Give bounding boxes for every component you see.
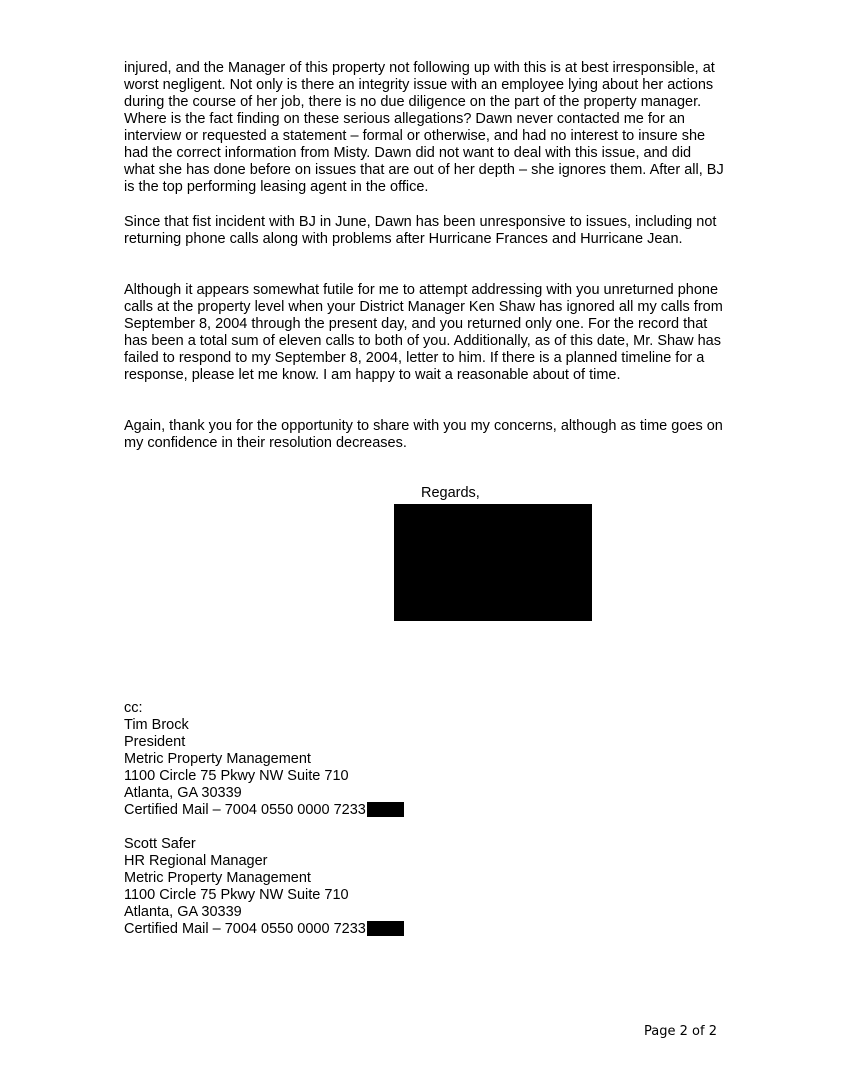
paragraph-unresponsive: Since that fist incident with BJ in June, Dawn has been unresponsive to issues, including not returning phone calls along with problems after Hurricane Frances and Hurricane Jean.: [124, 214, 717, 247]
cc-recipient-company: Metric Property Management: [124, 751, 311, 767]
cc-label: cc:: [124, 700, 143, 716]
cc-recipient-title: President: [124, 734, 186, 750]
paragraph-unreturned-calls: Although it appears somewhat futile for me to attempt addressing with you unreturned phone calls at the property level when your District Manager Ken Shaw has ignored all my calls from September 8, 2004 through the present day, and you returned only one. For the record that has been a total sum of eleven calls to both of you. Additionally, as of this date, Mr. Shaw has failed to respond to my September 8, 2004, letter to him. If there is a planned timeline for a response, please let me know. I am happy to wait a reasonable about of time.: [124, 282, 723, 383]
mail-number-redaction: [367, 921, 404, 936]
cc-recipient-company: Metric Property Management: [124, 870, 311, 886]
paragraph-closing-thanks: Again, thank you for the opportunity to share with you my concerns, although as time goes on my confidence in their resolution decreases.: [124, 418, 723, 451]
paragraph-integrity-issue: injured, and the Manager of this property not following up with this is at best irresponsible, at worst negligent. Not only is there an integrity issue with an employee lying about her actions during the course of her job, there is no due diligence on the part of the property manager. Where is the fact finding on these serious allegations? Dawn never contacted me for an interview or requested a statement – formal or otherwise, and had no interest to insure she had the correct information from Misty. Dawn did not want to deal with this issue, and did what she has done before on issues that are out of her depth – she ignores them. After all, BJ is the top performing leasing agent in the office.: [124, 60, 724, 195]
page-number: Page 2 of 2: [644, 1024, 717, 1039]
cc-recipient-block: [124, 836, 524, 938]
cc-recipient-name: Tim Brock: [124, 717, 189, 733]
certified-mail-number: Certified Mail – 7004 0550 0000 7233: [124, 921, 366, 937]
closing-regards: Regards,: [421, 485, 480, 501]
cc-recipient-title: HR Regional Manager: [124, 853, 268, 869]
cc-recipient-block: [124, 700, 524, 819]
cc-recipient-address-line1: 1100 Circle 75 Pkwy NW Suite 710: [124, 768, 349, 784]
cc-recipient-address-line2: Atlanta, GA 30339: [124, 785, 242, 801]
cc-recipient-mail-line: [124, 921, 524, 938]
cc-recipient-address-line1: 1100 Circle 75 Pkwy NW Suite 710: [124, 887, 349, 903]
cc-recipient-mail-line: [124, 802, 524, 819]
mail-number-redaction: [367, 802, 404, 817]
cc-recipient-name: Scott Safer: [124, 836, 196, 852]
signature-redaction: [394, 504, 592, 621]
cc-recipient-address-line2: Atlanta, GA 30339: [124, 904, 242, 920]
certified-mail-number: Certified Mail – 7004 0550 0000 7233: [124, 802, 366, 818]
